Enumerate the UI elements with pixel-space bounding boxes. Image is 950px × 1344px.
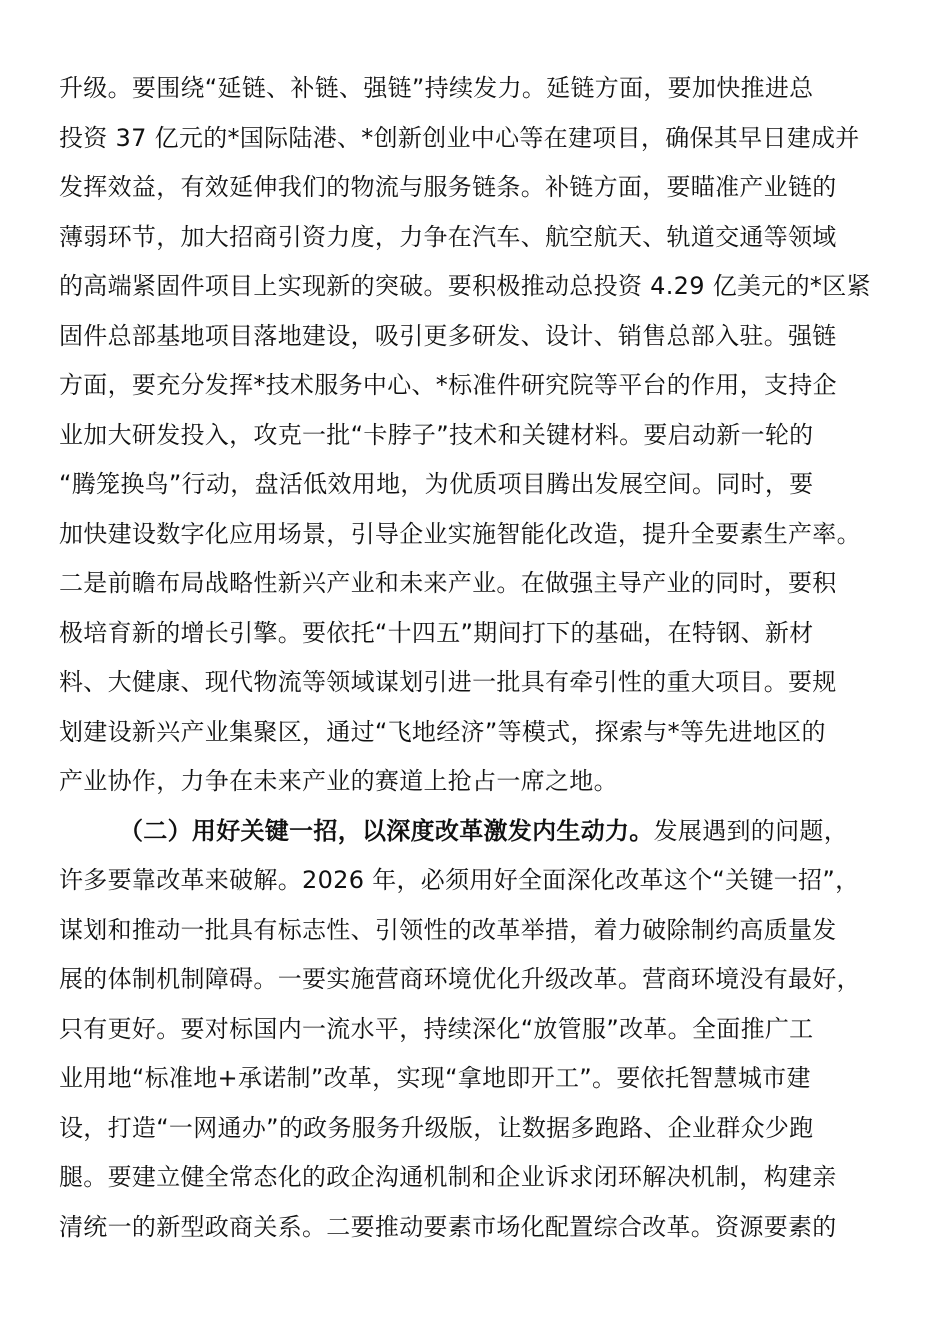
text-line: 谋划和推动一批具有标志性、引领性的改革举措，着力破除制约高质量发 bbox=[59, 916, 837, 944]
text-line: 投资 37 亿元的*国际陆港、*创新创业中心等在建项目，确保其早日建成并 bbox=[59, 124, 860, 152]
text-line: 设，打造“一网通办”的政务服务升级版，让数据多跑路、企业群众少跑 bbox=[59, 1114, 814, 1142]
section-heading-line bbox=[119, 811, 950, 851]
text-line: 业加大研发投入，攻克一批“卡脖子”技术和关键材料。要启动新一轮的 bbox=[59, 421, 814, 449]
text-line: 料、大健康、现代物流等领域谋划引进一批具有牵引性的重大项目。要规 bbox=[59, 668, 837, 696]
text-line: 腿。要建立健全常态化的政企沟通机制和企业诉求闭环解决机制，构建亲 bbox=[59, 1163, 837, 1191]
section-heading-continuation: 发展遇到的问题， bbox=[653, 817, 849, 845]
text-line: 清统一的新型政商关系。二要推动要素市场化配置综合改革。资源要素的 bbox=[59, 1213, 837, 1241]
text-line: 许多要靠改革来破解。2026 年，必须用好全面深化改革这个“关键一招”， bbox=[59, 866, 860, 894]
text-line: “腾笼换鸟”行动，盘活低效用地，为优质项目腾出发展空间。同时，要 bbox=[59, 470, 814, 498]
text-line: 固件总部基地项目落地建设，吸引更多研发、设计、销售总部入驻。强链 bbox=[59, 322, 837, 350]
text-line: 方面，要充分发挥*技术服务中心、*标准件研究院等平台的作用，支持企 bbox=[59, 371, 837, 399]
text-line: 展的体制机制障碍。一要实施营商环境优化升级改革。营商环境没有最好， bbox=[59, 965, 861, 993]
section-heading: （二）用好关键一招，以深度改革激发内生动力。 bbox=[119, 817, 654, 845]
text-line: 薄弱环节，加大招商引资力度，力争在汽车、航空航天、轨道交通等领域 bbox=[59, 223, 837, 251]
text-line: 的高端紧固件项目上实现新的突破。要积极推动总投资 4.29 亿美元的*区紧 bbox=[59, 272, 871, 300]
text-line: 极培育新的增长引擎。要依托“十四五”期间打下的基础，在特钢、新材 bbox=[59, 619, 814, 647]
text-line: 发挥效益，有效延伸我们的物流与服务链条。补链方面，要瞄准产业链的 bbox=[59, 173, 837, 201]
text-line: 升级。要围绕“延链、补链、强链”持续发力。延链方面，要加快推进总 bbox=[59, 74, 814, 102]
text-line: 只有更好。要对标国内一流水平，持续深化“放管服”改革。全面推广工 bbox=[59, 1015, 814, 1043]
text-line: 加快建设数字化应用场景，引导企业实施智能化改造，提升全要素生产率。 bbox=[59, 520, 861, 548]
text-line: 产业协作，力争在未来产业的赛道上抢占一席之地。 bbox=[59, 767, 618, 795]
text-line: 划建设新兴产业集聚区，通过“飞地经济”等模式，探索与*等先进地区的 bbox=[59, 718, 826, 746]
text-line: 二是前瞻布局战略性新兴产业和未来产业。在做强主导产业的同时，要积 bbox=[59, 569, 837, 597]
text-line: 业用地“标准地+承诺制”改革，实现“拿地即开工”。要依托智慧城市建 bbox=[59, 1064, 811, 1092]
